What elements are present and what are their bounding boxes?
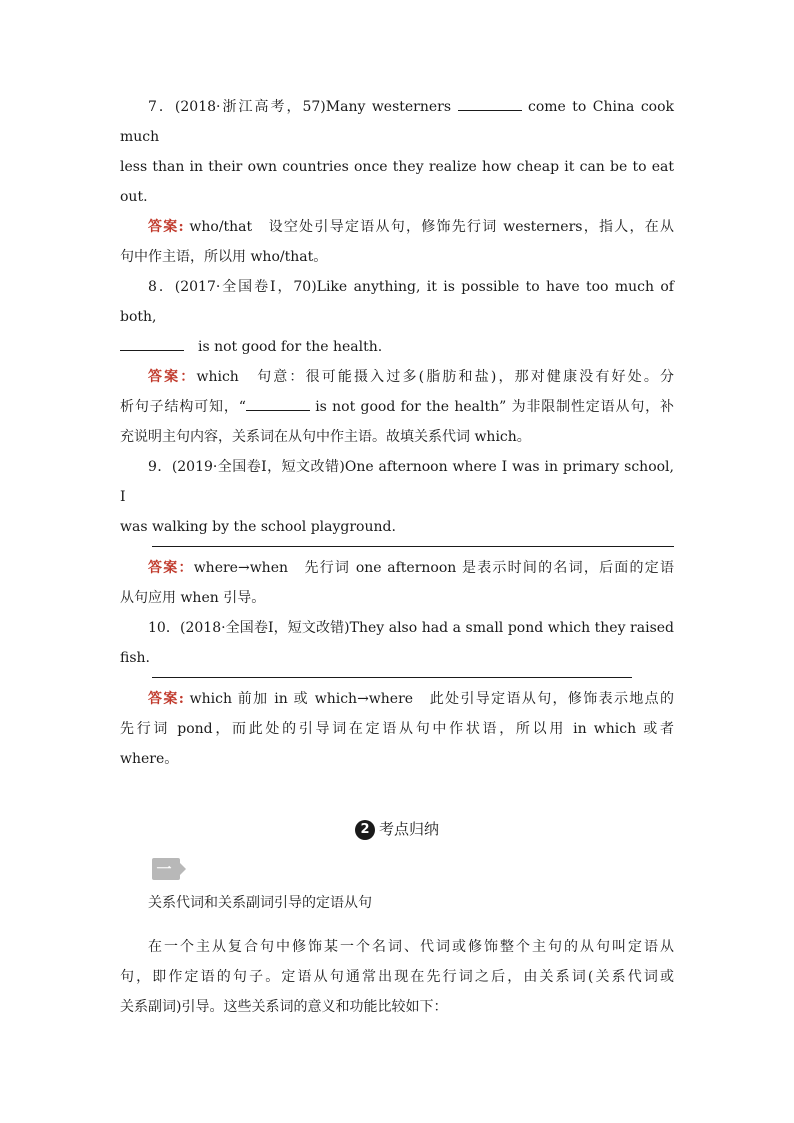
question-7-line-1: 7．(2018·浙江高考，57)Many westerners come to China cook much xyxy=(120,92,674,152)
question-9 xyxy=(120,452,674,613)
answer-blank xyxy=(458,96,522,111)
section-number-badge: 2 xyxy=(355,820,375,840)
question-8-line-2: is not good for the health. xyxy=(120,332,674,362)
answer-label: 答案： xyxy=(148,369,197,385)
question-10 xyxy=(120,613,674,774)
answer-blank xyxy=(120,336,184,351)
question-10-line-1: 10．(2018·全国卷Ⅰ，短文改错)They also had a small pond which they raised xyxy=(148,620,674,636)
intro-paragraph-line-1: 在一个主从复合句中修饰某一个名词、代词或修饰整个主句的从句叫定语从 xyxy=(148,939,674,955)
answer-8-line-1: 答案：which 句意：很可能摄入过多(脂肪和盐)，那对健康没有好处。分 xyxy=(148,369,675,385)
section-title: 考点归纳 xyxy=(378,820,439,838)
question-7 xyxy=(120,92,674,272)
part-badge: 一 xyxy=(152,858,180,880)
answer-label: 答案: xyxy=(148,691,184,707)
question-10-line-2: fish. xyxy=(120,650,150,666)
answer-10-line-1: 答案: which 前加 in 或 which→where 此处引导定语从句，修饰表示地点的 xyxy=(148,691,674,707)
question-9-line-1: 9．(2019·全国卷Ⅰ，短文改错)One afternoon where I was in primary school, I xyxy=(120,459,674,505)
correction-line xyxy=(152,677,632,678)
answer-9-line-2: 从句应用 when 引导。 xyxy=(120,590,266,606)
answer-label: 答案： xyxy=(148,560,194,576)
intro-paragraph-line-3: 关系副词)引导。这些关系词的意义和功能比较如下： xyxy=(120,999,448,1015)
question-8-line-1: 8．(2017·全国卷Ⅰ，70)Like anything, it is possible to have too much of both, xyxy=(120,279,674,325)
answer-label: 答案: xyxy=(148,219,184,235)
answer-8-line-2: 析句子结构可知，“ is not good for the health” 为非限制性定语从句，补 xyxy=(120,392,674,422)
answer-10-line-3: where。 xyxy=(120,751,179,767)
question-9-line-2: was walking by the school playground. xyxy=(120,519,396,535)
question-7-line-2: less than in their own countries once they realize how cheap it can be to eat out. xyxy=(120,159,674,205)
answer-7-line-2: 句中作主语，所以用 who/that。 xyxy=(120,249,328,265)
answer-blank xyxy=(246,396,310,411)
question-8 xyxy=(120,272,674,452)
subheading: 关系代词和关系副词引导的定语从句 xyxy=(148,895,372,911)
intro-paragraph-line-2: 句，即作定语的句子。定语从句通常出现在先行词之后，由关系词(关系代词或 xyxy=(120,969,674,985)
section-heading xyxy=(120,814,674,844)
page-content xyxy=(120,92,674,1022)
answer-7-line-1: 答案: who/that 设空处引导定语从句，修饰先行词 westerners，指人，在从 xyxy=(148,219,674,235)
answer-8-line-3: 充说明主句内容，关系词在从句中作主语。故填关系代词 which。 xyxy=(120,429,531,445)
correction-line xyxy=(152,546,674,547)
answer-9-line-1: 答案：where→when 先行词 one afternoon 是表示时间的名词，后面的定语 xyxy=(148,560,674,576)
answer-10-line-2: 先行词 pond，而此处的引导词在定语从句中作状语，所以用 in which 或者 xyxy=(120,721,674,737)
